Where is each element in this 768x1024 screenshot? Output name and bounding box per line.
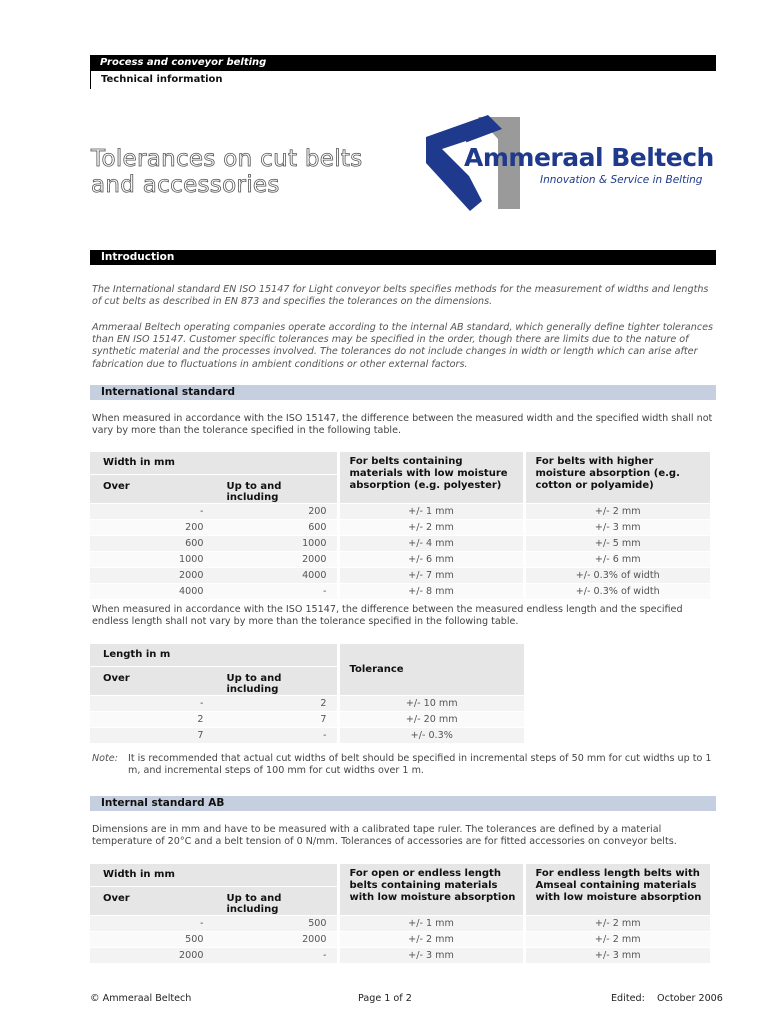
cell-over: 2000: [90, 947, 213, 963]
table-row: [90, 931, 710, 947]
intl-length-table: [90, 644, 524, 743]
cell-tol: +/- 20 mm: [338, 711, 524, 727]
cell-a: +/- 3 mm: [338, 947, 524, 963]
intl-length-upto-header: Up to and including: [213, 666, 338, 695]
cell-upto: 2000: [213, 931, 338, 947]
title-line-1: Tolerances on cut belts: [91, 146, 363, 172]
note-text: [128, 753, 716, 777]
table-row: [90, 947, 710, 963]
title-line-2: and accessories: [91, 172, 280, 198]
cell-upto: 7: [213, 711, 338, 727]
intl-width-group-header: Width in mm: [90, 452, 338, 474]
cell-over: 200: [90, 519, 213, 535]
logo-tagline: Innovation & Service in Belting: [540, 174, 703, 186]
footer-copyright: © Ammeraal Beltech: [90, 993, 192, 1004]
footer-edited-date: October 2006: [657, 993, 723, 1004]
table-row: [90, 711, 524, 727]
cell-upto: 600: [213, 519, 338, 535]
section-heading-introduction: [90, 250, 716, 265]
category-bar: [90, 55, 716, 71]
note-body: It is recommended that actual cut widths of belt should be specified in incremental steps of 50 mm for cut widths up to 1 m, and incremental steps of 100 mm for cut widths over 1 m.: [128, 753, 712, 777]
cell-upto: 500: [213, 915, 338, 931]
ab-width-col-b-header: For endless length belts with Amseal containing materials with low moisture absorption: [524, 864, 710, 915]
footer-page-number: Page 1 of 2: [358, 993, 412, 1004]
cell-high: +/- 3 mm: [524, 519, 710, 535]
cell-tol: +/- 0.3%: [338, 727, 524, 743]
logo-brand-name: Ammeraal Beltech: [464, 143, 714, 172]
table-row: [90, 583, 710, 599]
intl-width-upto-header: Up to and including: [213, 474, 338, 503]
cell-over: -: [90, 695, 213, 711]
cell-low: +/- 8 mm: [338, 583, 524, 599]
table-row: [90, 915, 710, 931]
international-heading-text: International standard: [101, 386, 236, 398]
table-row: [90, 551, 710, 567]
intl-width-over-header: Over: [90, 474, 213, 503]
cell-a: +/- 1 mm: [338, 915, 524, 931]
intl-width-low-header: For belts containing materials with low moisture absorption (e.g. polyester): [338, 452, 524, 503]
ab-width-upto-header: Up to and including: [213, 886, 338, 915]
cell-high: +/- 0.3% of width: [524, 567, 710, 583]
intl-length-over-header: Over: [90, 666, 213, 695]
cell-low: +/- 7 mm: [338, 567, 524, 583]
subcategory-label: Technical information: [101, 74, 223, 85]
cell-over: 1000: [90, 551, 213, 567]
ab-width-group-header: Width in mm: [90, 864, 338, 886]
cell-over: 600: [90, 535, 213, 551]
ab-width-over-header: Over: [90, 886, 213, 915]
cell-high: +/- 2 mm: [524, 503, 710, 519]
table-row: [90, 695, 524, 711]
subcategory-bar: [90, 71, 716, 89]
intl-width-table: [90, 452, 710, 599]
ab-paragraph: Dimensions are in mm and have to be measured with a calibrated tape ruler. The tolerances are defined by a material temperature of 20°C and a belt tension of 0 N/mm. Tolerances of accessories are for fitted accessories on conveyor belts.: [92, 824, 677, 848]
ab-width-col-a-header: For open or endless length belts containing materials with low moisture absorption: [338, 864, 524, 915]
cell-upto: 2: [213, 695, 338, 711]
cell-over: -: [90, 915, 213, 931]
introduction-heading-text: Introduction: [101, 251, 175, 263]
cell-upto: 2000: [213, 551, 338, 567]
note-label: Note:: [92, 753, 118, 764]
cell-low: +/- 6 mm: [338, 551, 524, 567]
section-heading-internal-standard: [90, 796, 716, 811]
table-row: [90, 727, 524, 743]
cell-b: +/- 3 mm: [524, 947, 710, 963]
cell-over: 2000: [90, 567, 213, 583]
cell-a: +/- 2 mm: [338, 931, 524, 947]
cell-b: +/- 2 mm: [524, 915, 710, 931]
footer-edited-label: Edited:: [611, 993, 645, 1004]
cell-upto: 1000: [213, 535, 338, 551]
cell-over: -: [90, 503, 213, 519]
intl-length-paragraph: When measured in accordance with the ISO 15147, the difference between the measured endless length and the specified endless length shall not vary by more than the tolerance specified in the following table.: [92, 604, 683, 628]
intro-paragraph-1: The International standard EN ISO 15147 for Light conveyor belts specifies methods for the measurement of widths and lengths of cut belts as described in EN 873 and specifies the tolerances on the dimensions.: [92, 284, 709, 308]
cell-upto: -: [213, 583, 338, 599]
cell-b: +/- 2 mm: [524, 931, 710, 947]
internal-heading-text: Internal standard AB: [101, 797, 225, 809]
cell-upto: 4000: [213, 567, 338, 583]
table-row: [90, 535, 710, 551]
intl-width-paragraph: When measured in accordance with the ISO 15147, the difference between the measured width and the specified width shall not vary by more than the tolerance specified in the following table.: [92, 413, 713, 437]
cell-over: 500: [90, 931, 213, 947]
document-title: [91, 146, 363, 198]
section-heading-international-standard: [90, 385, 716, 400]
cell-over: 7: [90, 727, 213, 743]
cell-low: +/- 1 mm: [338, 503, 524, 519]
cell-high: +/- 6 mm: [524, 551, 710, 567]
table-row: [90, 519, 710, 535]
intl-length-group-header: Length in m: [90, 644, 338, 666]
category-label: Process and conveyor belting: [100, 57, 267, 68]
intl-width-high-header: For belts with higher moisture absorption (e.g. cotton or polyamide): [524, 452, 710, 503]
company-logo: [420, 113, 720, 215]
cell-low: +/- 2 mm: [338, 519, 524, 535]
cell-upto: -: [213, 727, 338, 743]
table-row: [90, 567, 710, 583]
cell-low: +/- 4 mm: [338, 535, 524, 551]
cell-over: 2: [90, 711, 213, 727]
ab-width-table: [90, 864, 710, 963]
cell-upto: -: [213, 947, 338, 963]
cell-over: 4000: [90, 583, 213, 599]
table-row: [90, 503, 710, 519]
cell-upto: 200: [213, 503, 338, 519]
cell-tol: +/- 10 mm: [338, 695, 524, 711]
cell-high: +/- 5 mm: [524, 535, 710, 551]
footer-edited: [611, 993, 723, 1004]
intl-length-tolerance-header: Tolerance: [338, 644, 524, 695]
cell-high: +/- 0.3% of width: [524, 583, 710, 599]
intro-paragraph-2: Ammeraal Beltech operating companies operate according to the internal AB standard, which generally define tighter tolerances than EN ISO 15147. Customer specific tolerances may be specified in the order, though there are limits due to the nature of synthetic material and the processes involved. The tolerances do not include changes in width or length which can arise after fabrication due to fluctuations in ambient conditions or other external factors.: [92, 322, 714, 370]
